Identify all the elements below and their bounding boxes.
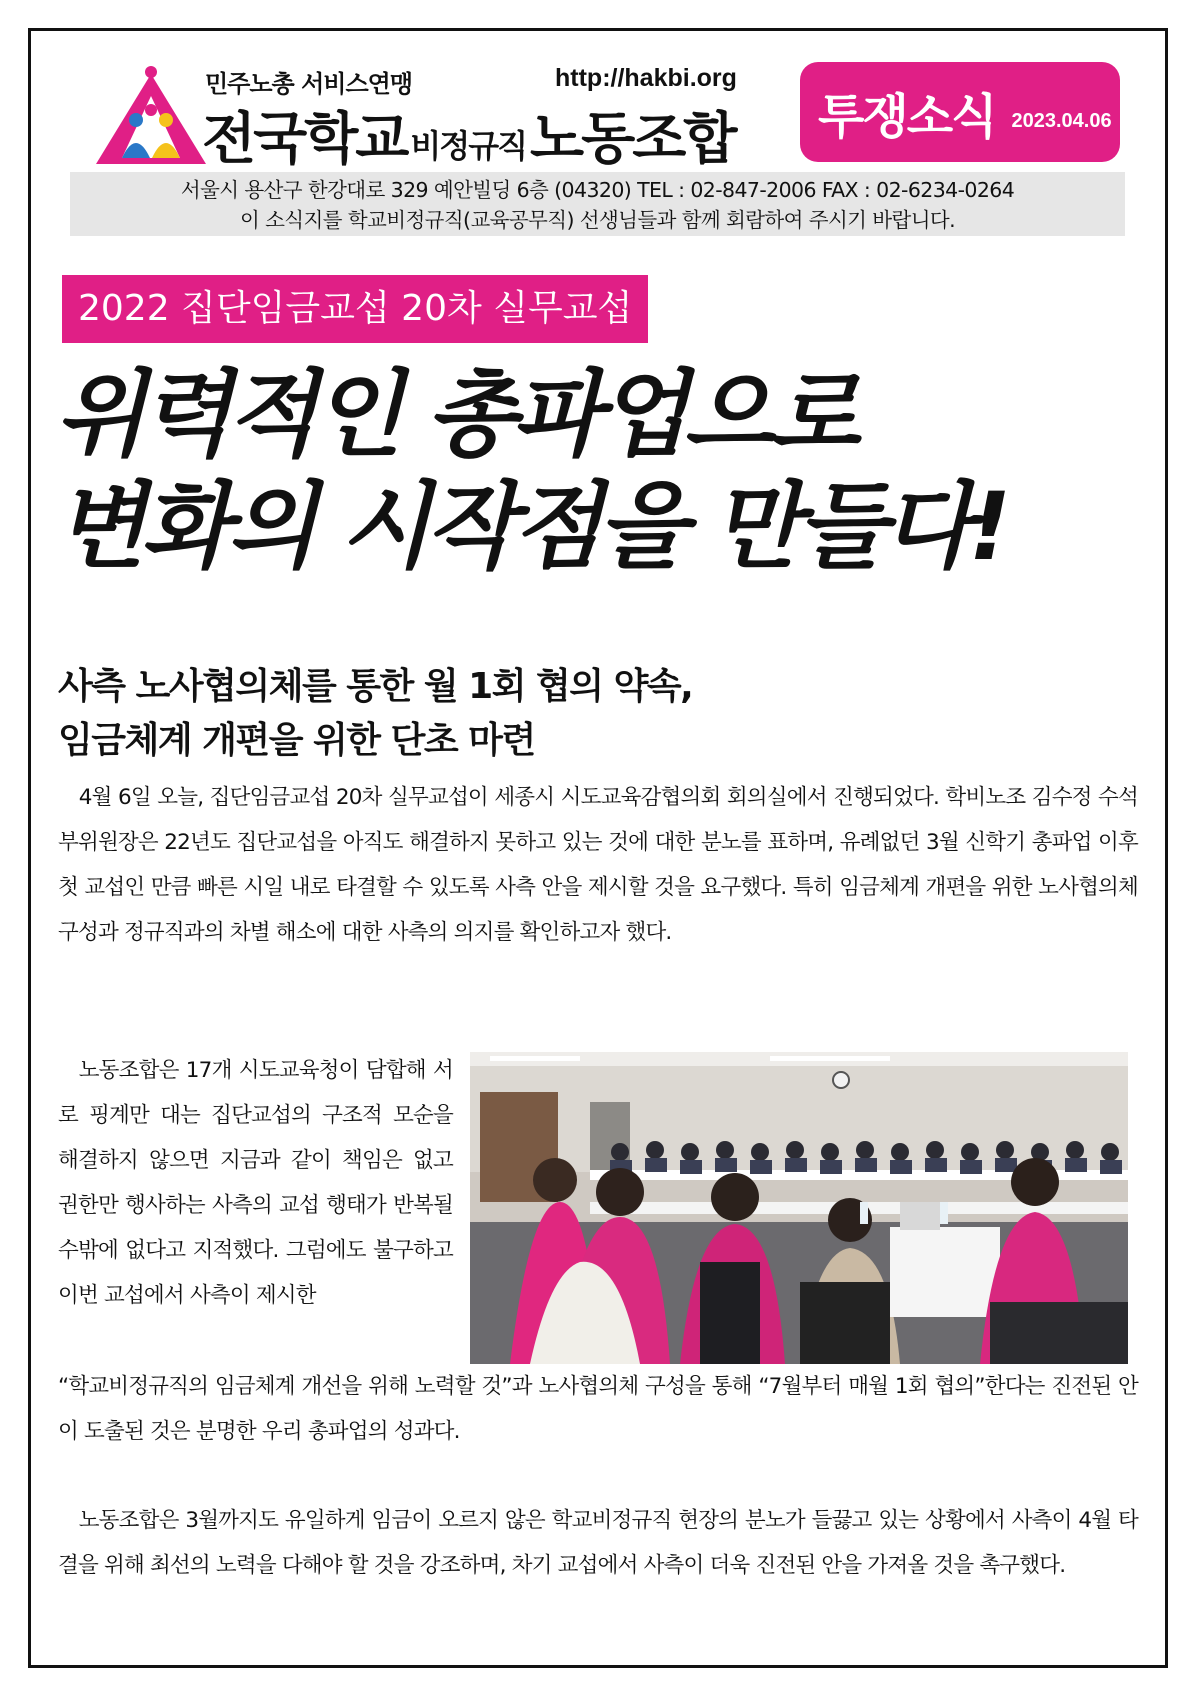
address-bar [70,172,1125,236]
website-url[interactable]: http://hakbi.org [555,64,737,92]
address-line: 서울시 용산구 한강대로 329 예안빌딩 6층 (04320) TEL : 02-847-2006 FAX : 02-6234-0264 [180,178,1015,202]
paragraph-2-cont: “학교비정규직의 임금체계 개선을 위해 노력할 것”과 노사협의체 구성을 통해 “7월부터 매월 1회 협의”한다는 진전된 안이 도출된 것은 분명한 우리 총파업의 성과다. [58,1374,1138,1444]
badge-title: 투쟁소식 [818,88,996,145]
org-name [202,98,735,172]
paragraph-2-wrap-text: 노동조합은 17개 시도교육청이 담합해 서로 핑계만 대는 집단교섭의 구조적 모순을 해결하지 않으면 지금과 같이 책임은 없고 권한만 행사하는 사측의 교섭 행태가 반복될 수밖에 없다고 지적했다. 그럼에도 불구하고 이번 교섭에서 사측이 제시한 [58,1058,453,1308]
article-headline [55,360,1006,584]
org-name-part1: 전국학교 [202,107,407,172]
headline-line-2: 변화의 시작점을 만들다! [55,473,1007,582]
article-subhead [58,660,692,768]
newsletter-badge [800,62,1120,162]
org-name-small: 비정규직 [410,127,527,165]
subhead-line-1: 사측 노사협의체를 통한 월 1회 협의 약속, [58,666,693,707]
paragraph-1 [58,775,1138,955]
meeting-room-image [470,1052,1128,1364]
paragraph-3 [58,1498,1138,1588]
paragraph-1-text: 4월 6일 오늘, 집단임금교섭 20차 실무교섭이 세종시 시도교육감협의회 회의실에서 진행되었다. 학비노조 김수정 수석부위원장은 22년도 집단교섭을 아직도 해결하지 못하고 있는 것에 대한 분노를 표하며, 유례없던 3월 신학기 총파업 이후 첫 교섭인 만큼 빠른 시일 내로 타결할 수 있도록 사측 안을 제시할 것을 요구했다. 특히 임금체계 개편을 위한 노사협의체 구성과 정규직과의 차별 해소에 대한 사측의 의지를 확인하고자 했다. [58,785,1138,945]
paragraph-2-wrap [58,1048,453,1318]
badge-date: 2023.04.06 [1011,109,1112,132]
union-logo-icon [92,66,210,166]
notice-line: 이 소식지를 학교비정규직(교육공무직) 선생님들과 함께 회람하여 주시기 바랍니다. [239,208,956,232]
meeting-photo [470,1052,1128,1364]
paragraph-3-text: 노동조합은 3월까지도 유일하게 임금이 오르지 않은 학교비정규직 현장의 분노가 들끓고 있는 상황에서 사측이 4월 타결을 위해 최선의 노력을 다해야 할 것을 강조하며, 차기 교섭에서 사측이 더욱 진전된 안을 가져올 것을 촉구했다. [58,1508,1138,1578]
org-subtitle: 민주노총 서비스연맹 [205,70,413,98]
headline-line-1: 위력적인 총파업으로 [55,361,855,470]
subhead-line-2: 임금체계 개편을 위한 단초 마련 [58,720,535,761]
org-name-part2: 노동조합 [530,107,735,172]
article-kicker: 2022 집단임금교섭 20차 실무교섭 [62,275,648,343]
